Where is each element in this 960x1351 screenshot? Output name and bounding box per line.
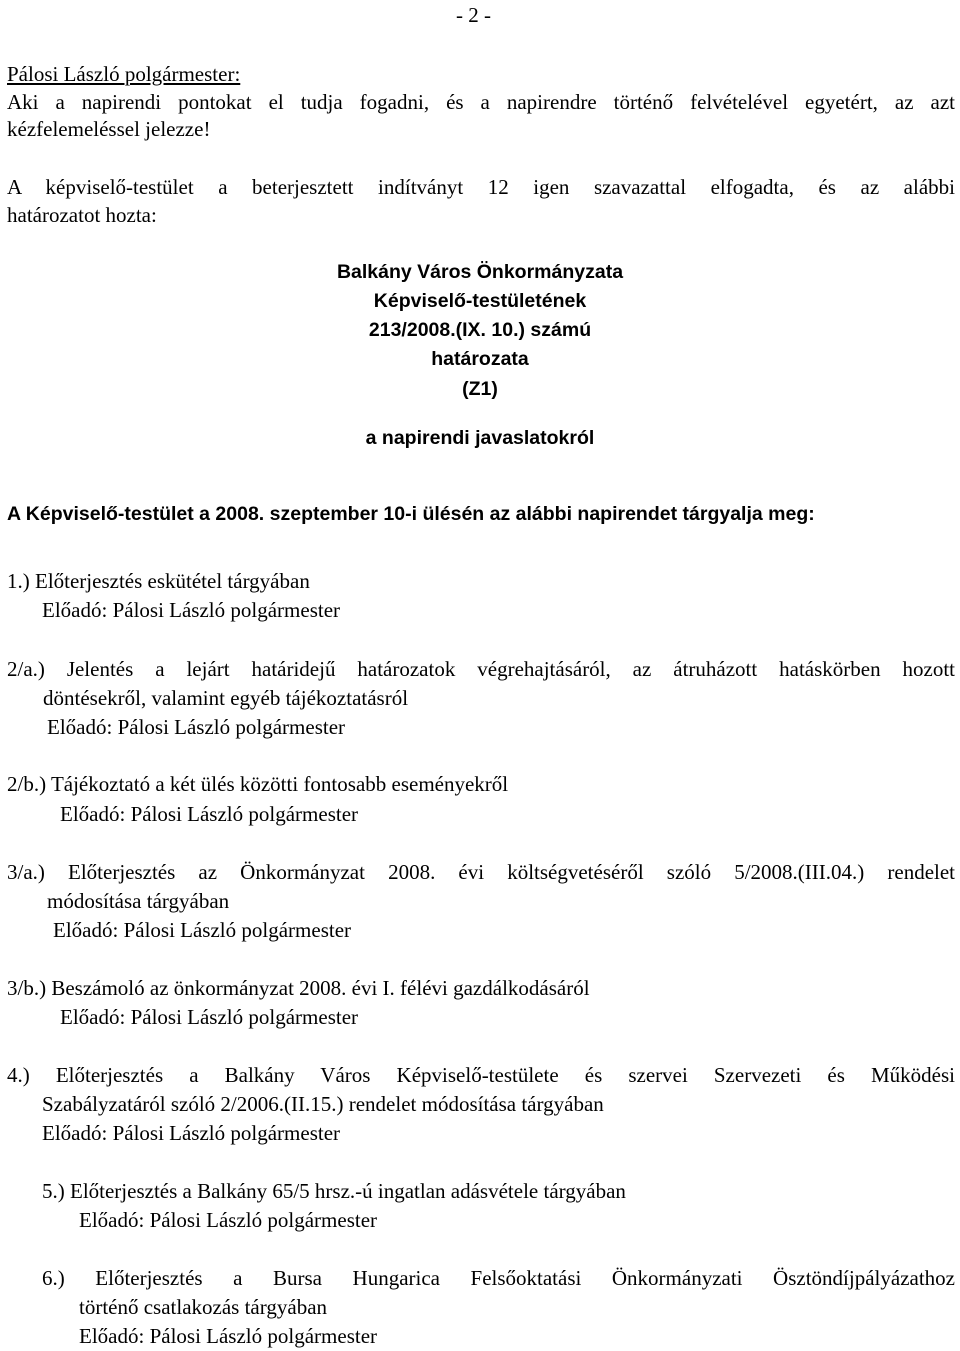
- agenda-item-title-cont: Szabályzatáról szóló 2/2006.(II.15.) rendelet módosítása tárgyában: [42, 1092, 604, 1116]
- agenda-item-presenter: Előadó: Pálosi László polgármester: [79, 1208, 378, 1232]
- vote-line-1: A képviselő-testület a beterjesztett indítványt 12 igen szavazattal elfogadta, és az alábbi: [7, 175, 955, 199]
- agenda-item-title: 5.) Előterjesztés a Balkány 65/5 hrsz.-ú ingatlan adásvétele tárgyában: [42, 1179, 626, 1203]
- agenda-item-presenter: Előadó: Pálosi László polgármester: [60, 1005, 359, 1029]
- resolution-line-2: Képviselő-testületének: [373, 290, 587, 312]
- vote-line-2: határozatot hozta:: [7, 203, 157, 227]
- resolution-preamble: A Képviselő-testület a 2008. szeptember 10-i ülésén az alábbi napirendet tárgyalja meg:: [7, 503, 815, 525]
- agenda-item-title: 3/a.) Előterjesztés az Önkormányzat 2008. évi költségvetéséről szóló 5/2008.(III.04.) rendelet: [7, 860, 955, 884]
- resolution-line-3: 213/2008.(IX. 10.) számú: [368, 319, 592, 341]
- agenda-item-title: 2/a.) Jelentés a lejárt határidejű határozatok végrehajtásáról, az átruházott hatáskörben hozott: [7, 657, 955, 681]
- agenda-item-title: 3/b.) Beszámoló az önkormányzat 2008. évi I. félévi gazdálkodásáról: [7, 976, 590, 1000]
- resolution-line-5: (Z1): [462, 378, 498, 400]
- agenda-item-title-cont: döntésekről, valamint egyéb tájékoztatásról: [43, 686, 409, 710]
- intro-line-2: kézfelemeléssel jelezze!: [7, 117, 211, 141]
- agenda-item-title: 1.) Előterjesztés eskütétel tárgyában: [7, 569, 310, 593]
- page-number: - 2 -: [456, 3, 491, 27]
- resolution-line-4: határozata: [431, 348, 529, 370]
- agenda-item-presenter: Előadó: Pálosi László polgármester: [79, 1324, 378, 1348]
- agenda-item-presenter: Előadó: Pálosi László polgármester: [60, 802, 359, 826]
- agenda-item-title-cont: történő csatlakozás tárgyában: [79, 1295, 328, 1319]
- agenda-item-title: 2/b.) Tájékoztató a két ülés közötti fontosabb eseményekről: [7, 772, 509, 796]
- resolution-subject: a napirendi javaslatokról: [365, 427, 595, 449]
- resolution-line-1: Balkány Város Önkormányzata: [336, 261, 624, 283]
- agenda-item-title-cont: módosítása tárgyában: [47, 889, 230, 913]
- agenda-item-presenter: Előadó: Pálosi László polgármester: [47, 715, 346, 739]
- agenda-item-presenter: Előadó: Pálosi László polgármester: [53, 918, 352, 942]
- agenda-item-presenter: Előadó: Pálosi László polgármester: [42, 598, 341, 622]
- agenda-item-title: 6.) Előterjesztés a Bursa Hungarica Felsőoktatási Önkormányzati Ösztöndíjpályázathoz: [42, 1266, 955, 1290]
- agenda-item-presenter: Előadó: Pálosi László polgármester: [42, 1121, 341, 1145]
- agenda-item-title: 4.) Előterjesztés a Balkány Város Képviselő-testülete és szervei Szervezeti és Működési: [7, 1063, 955, 1087]
- speaker-name: Pálosi László polgármester:: [7, 62, 241, 86]
- intro-line-1: Aki a napirendi pontokat el tudja fogadni, és a napirendre történő felvételével egyetért, az azt: [7, 90, 955, 114]
